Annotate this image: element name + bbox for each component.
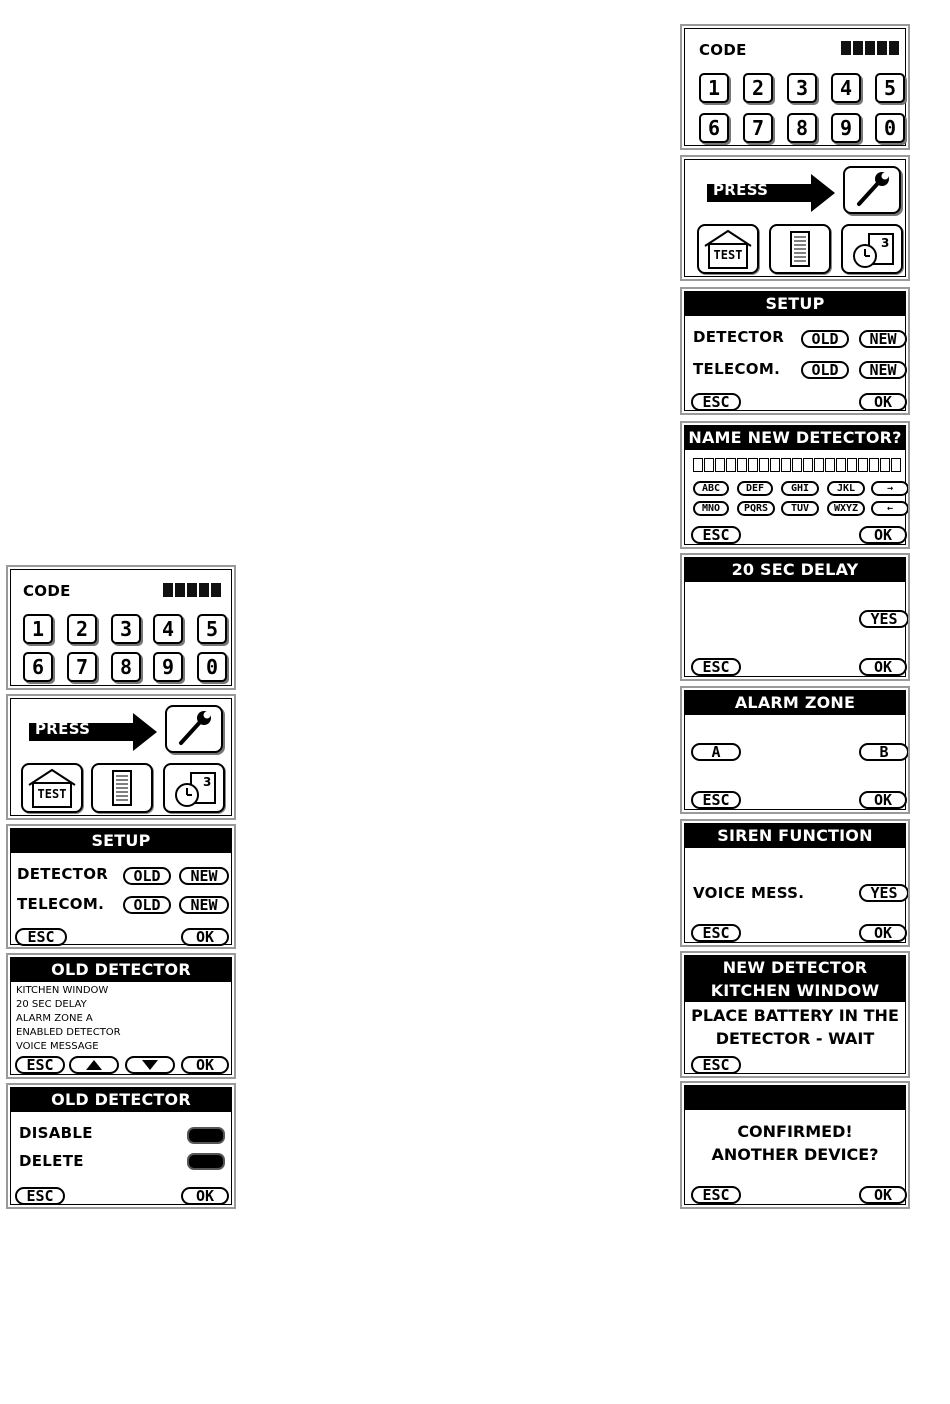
screen-title: OLD DETECTOR — [11, 1088, 231, 1112]
esc-button[interactable]: ESC — [691, 393, 741, 411]
screen-frame — [684, 955, 906, 1074]
screen-title: 20 SEC DELAY — [685, 558, 905, 582]
screen-frame — [684, 557, 906, 677]
key-tuv[interactable]: TUV — [781, 501, 819, 516]
detector-label: DETECTOR — [693, 328, 785, 346]
key-jkl[interactable]: JKL — [827, 481, 865, 496]
detector-old-button[interactable]: OLD — [801, 330, 849, 348]
wrench-icon — [167, 707, 221, 751]
ok-button[interactable]: OK — [181, 1187, 229, 1205]
key-7[interactable]: 7 — [743, 113, 773, 143]
esc-button[interactable]: ESC — [15, 1056, 65, 1074]
press-screen-left — [6, 694, 236, 820]
screen-title: SIREN FUNCTION — [685, 824, 905, 848]
screen-frame — [10, 569, 232, 686]
name-detector-screen — [680, 421, 910, 549]
screen-frame — [684, 28, 906, 146]
scroll-down-button[interactable] — [125, 1056, 175, 1074]
code-entry-indicator — [841, 41, 899, 55]
test-button[interactable] — [697, 224, 759, 274]
key-9[interactable]: 9 — [153, 652, 183, 682]
detector-info-line: KITCHEN WINDOW — [16, 985, 109, 996]
setup-wrench-button[interactable] — [165, 705, 223, 753]
screen-title: OLD DETECTOR — [11, 958, 231, 982]
yes-button[interactable]: YES — [859, 610, 909, 628]
key-5[interactable]: 5 — [875, 73, 905, 103]
key-2[interactable]: 2 — [743, 73, 773, 103]
screen-title-bar — [685, 1086, 905, 1110]
siren-screen — [680, 819, 910, 947]
list-icon — [771, 226, 829, 272]
triangle-down-icon — [127, 1058, 173, 1072]
detector-info-line: ALARM ZONE A — [16, 1013, 93, 1024]
ok-button[interactable]: OK — [181, 928, 229, 946]
clock-button[interactable] — [163, 763, 225, 813]
message-line-2: DETECTOR - WAIT — [715, 1029, 875, 1048]
key-6[interactable]: 6 — [699, 113, 729, 143]
detector-new-button[interactable]: NEW — [859, 330, 907, 348]
press-screen-right — [680, 155, 910, 281]
confirmed-line-1: CONFIRMED! — [737, 1122, 853, 1141]
setup-screen-left — [6, 824, 236, 949]
esc-button[interactable]: ESC — [691, 1056, 741, 1074]
test-label: TEST — [713, 248, 743, 262]
telecom-label: TELECOM. — [17, 895, 105, 913]
old-detector-actions-screen — [6, 1083, 236, 1209]
log-button[interactable] — [91, 763, 153, 813]
screen-title: SETUP — [11, 829, 231, 853]
screen-frame — [684, 425, 906, 545]
telecom-new-button[interactable]: NEW — [179, 896, 229, 914]
key-3[interactable]: 3 — [111, 614, 141, 644]
key-mno[interactable]: MNO — [693, 501, 729, 516]
detector-info-line: ENABLED DETECTOR — [16, 1027, 121, 1038]
delay-screen — [680, 553, 910, 681]
key-4[interactable]: 4 — [831, 73, 861, 103]
code-label: CODE — [23, 582, 71, 600]
clock-button[interactable] — [841, 224, 903, 274]
detector-info-line: VOICE MESSAGE — [16, 1041, 99, 1052]
screen-frame — [10, 828, 232, 945]
telecom-label: TELECOM. — [693, 360, 781, 378]
key-ghi[interactable]: GHI — [781, 481, 819, 496]
key-2[interactable]: 2 — [67, 614, 97, 644]
screen-frame — [10, 957, 232, 1075]
setup-wrench-button[interactable] — [843, 166, 901, 214]
press-label: PRESS — [35, 720, 91, 738]
detector-old-button[interactable]: OLD — [123, 867, 171, 885]
zone-b-button[interactable]: B — [859, 743, 909, 761]
detector-label: DETECTOR — [17, 865, 109, 883]
code-screen-right — [680, 24, 910, 150]
esc-button[interactable]: ESC — [691, 526, 741, 544]
esc-button[interactable]: ESC — [15, 1187, 65, 1205]
telecom-old-button[interactable]: OLD — [123, 896, 171, 914]
screen-frame — [684, 1085, 906, 1205]
screen-frame — [10, 698, 232, 816]
new-detector-screen — [680, 951, 910, 1078]
detector-info-line: 20 SEC DELAY — [16, 999, 87, 1010]
screen-title: SETUP — [685, 292, 905, 316]
clock-number: 3 — [881, 236, 890, 250]
confirmed-screen — [680, 1081, 910, 1209]
screen-title: NAME NEW DETECTOR? — [685, 426, 905, 450]
ok-button[interactable]: OK — [181, 1056, 229, 1074]
key-pqrs[interactable]: PQRS — [737, 501, 775, 516]
clock-number: 3 — [203, 775, 212, 789]
scroll-up-button[interactable] — [69, 1056, 119, 1074]
detector-new-button[interactable]: NEW — [179, 867, 229, 885]
key-4[interactable]: 4 — [153, 614, 183, 644]
key-3[interactable]: 3 — [787, 73, 817, 103]
key-6[interactable]: 6 — [23, 652, 53, 682]
screen-title: ALARM ZONE — [685, 691, 905, 715]
key-0[interactable]: 0 — [197, 652, 227, 682]
cursor-left-button[interactable]: ← — [871, 501, 909, 516]
key-1[interactable]: 1 — [699, 73, 729, 103]
code-label: CODE — [699, 41, 747, 59]
key-abc[interactable]: ABC — [693, 481, 729, 496]
clock-calendar-icon — [843, 226, 901, 272]
title-line-2: KITCHEN WINDOW — [710, 981, 880, 1000]
key-5[interactable]: 5 — [197, 614, 227, 644]
telecom-old-button[interactable]: OLD — [801, 361, 849, 379]
press-label: PRESS — [713, 181, 769, 199]
title-line-1: NEW DETECTOR — [722, 958, 868, 977]
esc-button[interactable]: ESC — [15, 928, 67, 946]
log-button[interactable] — [769, 224, 831, 274]
clock-calendar-icon — [165, 765, 223, 811]
confirmed-line-2: ANOTHER DEVICE? — [711, 1145, 879, 1164]
key-wxyz[interactable]: WXYZ — [827, 501, 865, 516]
test-label: TEST — [37, 787, 67, 801]
ok-button[interactable]: OK — [859, 924, 907, 942]
screen-frame — [10, 1087, 232, 1205]
key-0[interactable]: 0 — [875, 113, 905, 143]
code-entry-indicator — [163, 583, 221, 597]
ok-button[interactable]: OK — [859, 526, 907, 544]
key-1[interactable]: 1 — [23, 614, 53, 644]
name-input-field[interactable] — [693, 458, 901, 472]
ok-button[interactable]: OK — [859, 1186, 907, 1204]
ok-button[interactable]: OK — [859, 658, 907, 676]
zone-a-button[interactable]: A — [691, 743, 741, 761]
delete-toggle[interactable] — [187, 1153, 225, 1170]
key-8[interactable]: 8 — [111, 652, 141, 682]
yes-button[interactable]: YES — [859, 884, 909, 902]
disable-label: DISABLE — [19, 1124, 93, 1142]
code-screen-left — [6, 565, 236, 690]
esc-button[interactable]: ESC — [691, 1186, 741, 1204]
triangle-up-icon — [71, 1058, 117, 1072]
ok-button[interactable]: OK — [859, 393, 907, 411]
setup-screen-right — [680, 287, 910, 415]
key-9[interactable]: 9 — [831, 113, 861, 143]
screen-frame — [684, 159, 906, 277]
esc-button[interactable]: ESC — [691, 791, 741, 809]
esc-button[interactable]: ESC — [691, 658, 741, 676]
message-line-1: PLACE BATTERY IN THE — [691, 1006, 899, 1025]
list-icon — [93, 765, 151, 811]
screen-frame — [684, 291, 906, 411]
alarm-zone-screen — [680, 686, 910, 814]
wrench-icon — [845, 168, 899, 212]
key-8[interactable]: 8 — [787, 113, 817, 143]
ok-button[interactable]: OK — [859, 791, 907, 809]
esc-button[interactable]: ESC — [691, 924, 741, 942]
voice-label: VOICE MESS. — [693, 884, 805, 902]
screen-title — [685, 956, 905, 1002]
key-7[interactable]: 7 — [67, 652, 97, 682]
telecom-new-button[interactable]: NEW — [859, 361, 907, 379]
screen-frame — [684, 690, 906, 810]
disable-toggle[interactable] — [187, 1127, 225, 1144]
key-def[interactable]: DEF — [737, 481, 773, 496]
delete-label: DELETE — [19, 1152, 84, 1170]
old-detector-list-screen — [6, 953, 236, 1079]
cursor-right-button[interactable]: → — [871, 481, 909, 496]
screen-frame — [684, 823, 906, 943]
test-button[interactable] — [21, 763, 83, 813]
